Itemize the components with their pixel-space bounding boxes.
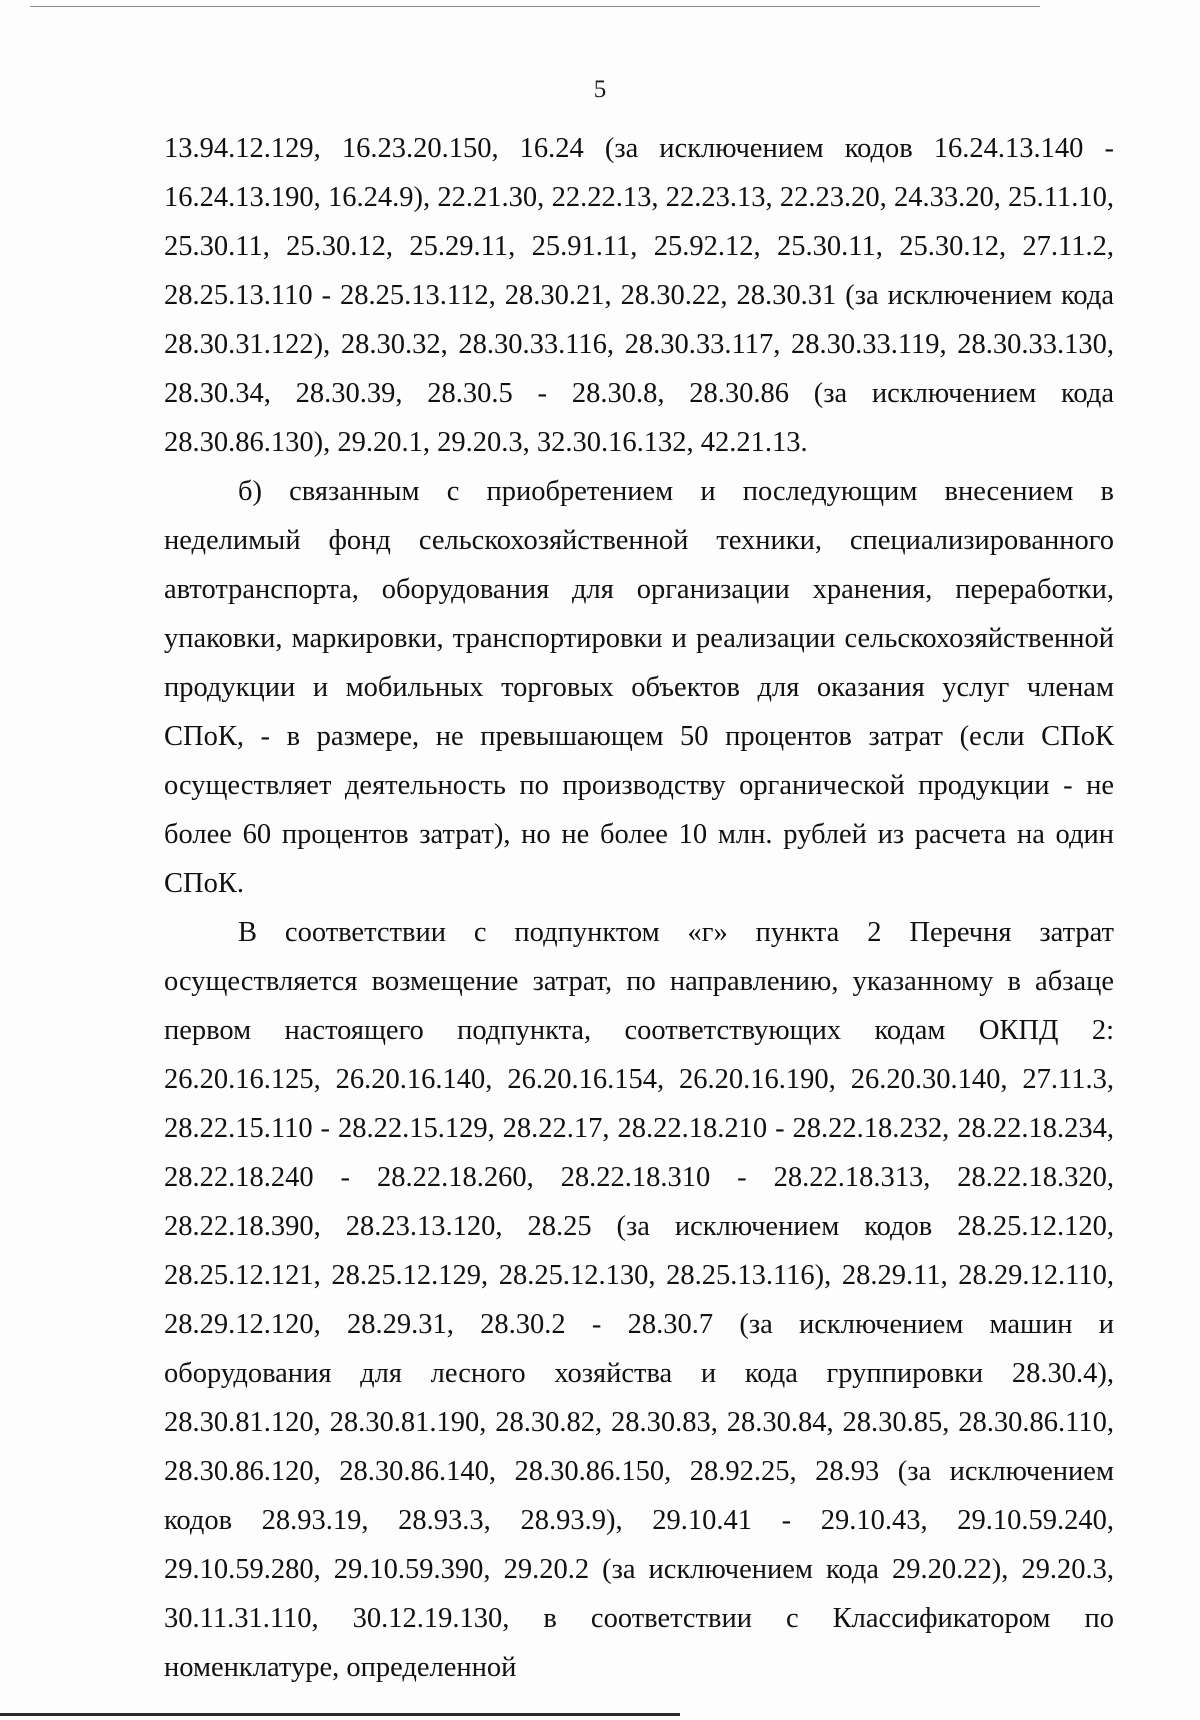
scan-edge-top-rule	[30, 6, 1040, 7]
page-number: 5	[593, 76, 607, 103]
document-body	[164, 124, 1114, 1692]
paragraph-item-b: б) связанным с приобретением и последующим внесением в неделимый фонд сельскохозяйственной техники, специализированного автотранспорта, оборудования для организации хранения, переработки, упаковки, маркировки, транспортировки и реализации сельскохозяйственной продукции и мобильных торговых объектов для оказания услуг членам СПоК, - в размере, не превышающем 50 процентов затрат (если СПоК осуществляет деятельность по производству органической продукции - не более 60 процентов затрат), но не более 10 млн. рублей из расчета на один СПоК.	[164, 476, 1114, 899]
paragraph-okpd-codes-continuation: 13.94.12.129, 16.23.20.150, 16.24 (за исключением кодов 16.24.13.140 - 16.24.13.190, 16.24.9), 22.21.30, 22.22.13, 22.23.13, 22.23.20, 24.33.20, 25.11.10, 25.30.11, 25.30.12, 25.29.11, 25.91.11, 25.92.12, 25.30.11, 25.30.12, 27.11.2, 28.25.13.110 - 28.25.13.112, 28.30.21, 28.30.22, 28.30.31 (за исключением кода 28.30.31.122), 28.30.32, 28.30.33.116, 28.30.33.117, 28.30.33.119, 28.30.33.130, 28.30.34, 28.30.39, 28.30.5 - 28.30.8, 28.30.86 (за исключением кода 28.30.86.130), 29.20.1, 29.20.3, 32.30.16.132, 42.21.13.	[164, 133, 1114, 458]
paragraph-subitem-g: В соответствии с подпунктом «г» пункта 2 Перечня затрат осуществляется возмещение затрат, по направлению, указанному в абзаце первом настоящего подпункта, соответствующих кодам ОКПД 2: 26.20.16.125, 26.20.16.140, 26.20.16.154, 26.20.16.190, 26.20.30.140, 27.11.3, 28.22.15.110 - 28.22.15.129, 28.22.17, 28.22.18.210 - 28.22.18.232, 28.22.18.234, 28.22.18.240 - 28.22.18.260, 28.22.18.310 - 28.22.18.313, 28.22.18.320, 28.22.18.390, 28.23.13.120, 28.25 (за исключением кодов 28.25.12.120, 28.25.12.121, 28.25.12.129, 28.25.12.130, 28.25.13.116), 28.29.11, 28.29.12.110, 28.29.12.120, 28.29.31, 28.30.2 - 28.30.7 (за исключением машин и оборудования для лесного хозяйства и кода группировки 28.30.4), 28.30.81.120, 28.30.81.190, 28.30.82, 28.30.83, 28.30.84, 28.30.85, 28.30.86.110, 28.30.86.120, 28.30.86.140, 28.30.86.150, 28.92.25, 28.93 (за исключением кодов 28.93.19, 28.93.3, 28.93.9), 29.10.41 - 29.10.43, 29.10.59.240, 29.10.59.280, 29.10.59.390, 29.20.2 (за исключением кода 29.20.22), 29.20.3, 30.11.31.110, 30.12.19.130, в соответствии с Классификатором по номенклатуре, определенной	[164, 917, 1114, 1683]
scan-edge-bottom-rule	[0, 1713, 680, 1716]
